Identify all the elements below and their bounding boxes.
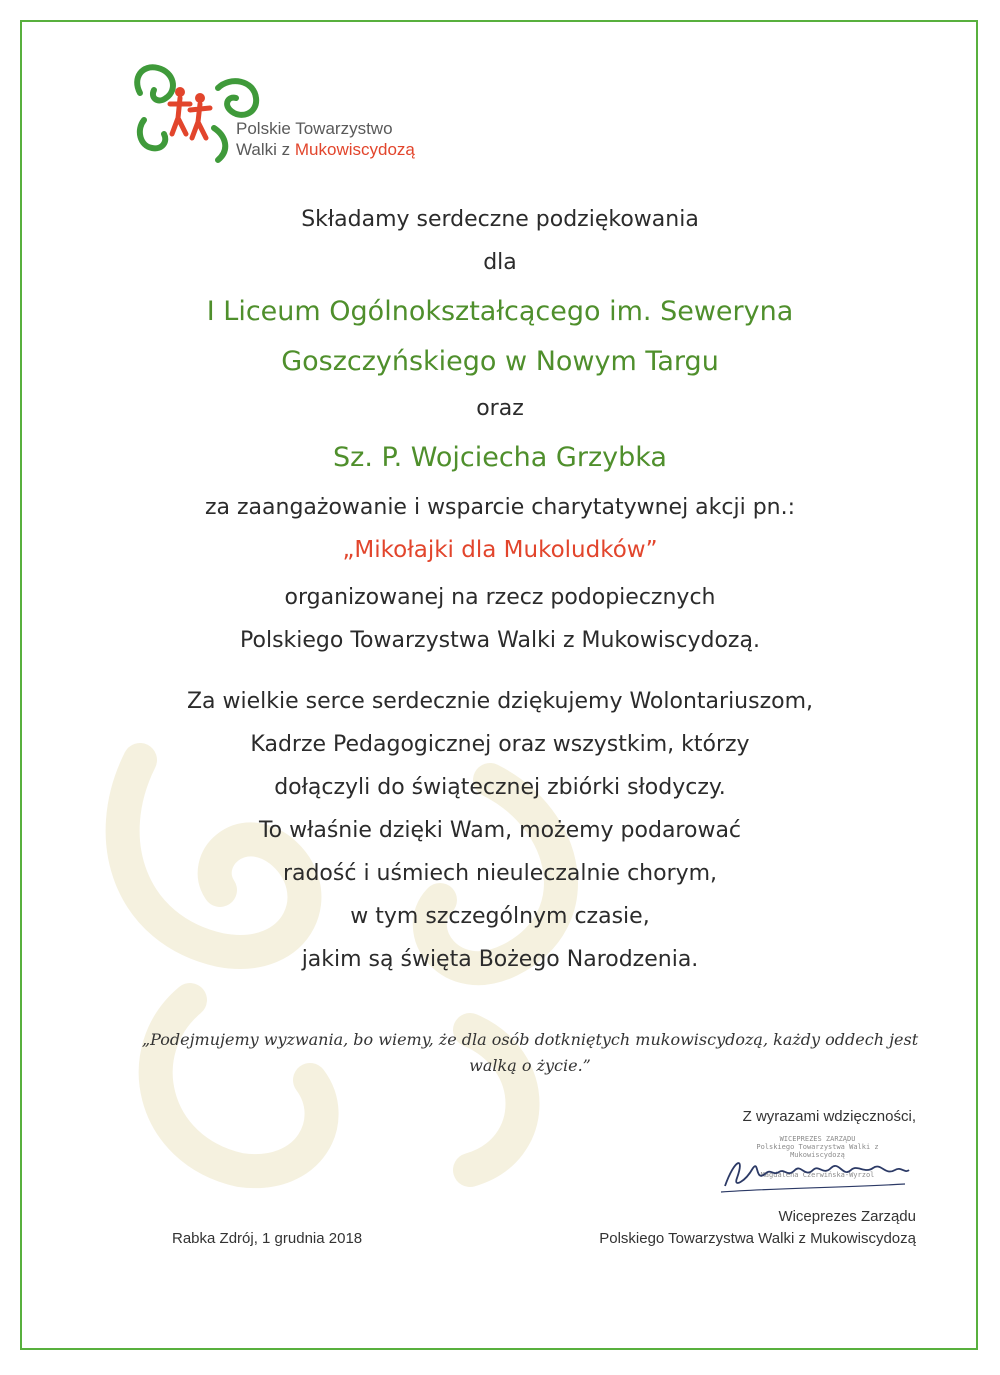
organization-line-2: Polskiego Towarzystwa Walki z Mukowiscydozą. xyxy=(240,628,760,653)
dla-text: dla xyxy=(483,250,517,275)
thanks-line-7: jakim są święta Bożego Narodzenia. xyxy=(301,947,699,972)
motto-line-2: walką o życie.” xyxy=(469,1056,591,1075)
place-and-date: Rabka Zdrój, 1 grudnia 2018 xyxy=(172,1230,363,1247)
logo-line-2-accent: Mukowiscydozą xyxy=(294,140,415,159)
signer-organization: Polskiego Towarzystwa Walki z Mukowiscydozą xyxy=(599,1230,916,1247)
oraz-text: oraz xyxy=(476,396,524,421)
person-name: Sz. P. Wojciecha Grzybka xyxy=(333,442,667,473)
motto-line-1: „Podejmujemy wyzwania, bo wiemy, że dla osób dotkniętych mukowiscydozą, każdy oddech jest xyxy=(141,1030,919,1049)
school-name-line-1: I Liceum Ogólnokształcącego im. Seweryna xyxy=(206,296,794,327)
organization-line-1: organizowanej na rzecz podopiecznych xyxy=(284,585,716,610)
signer-role: Wiceprezes Zarządu xyxy=(778,1208,916,1225)
closing-regards: Z wyrazami wdzięczności, xyxy=(742,1108,916,1125)
school-name-line-2: Goszczyńskiego w Nowym Targu xyxy=(281,346,719,377)
thanks-line-4: To właśnie dzięki Wam, możemy podarować xyxy=(258,818,742,843)
event-name: „Mikołajki dla Mukoludków” xyxy=(342,537,658,563)
logo-line-1: Polskie Towarzystwo xyxy=(236,119,393,138)
handwritten-signature xyxy=(715,1148,915,1196)
thanks-line-2: Kadrze Pedagogicznej oraz wszystkim, którzy xyxy=(250,732,750,757)
stamp-line-1: WICEPREZES ZARZĄDU xyxy=(779,1135,856,1143)
thanks-line-6: w tym szczególnym czasie, xyxy=(350,904,650,929)
stamp-line-2: Polskiego Towarzystwa Walki z Mukowiscydozą xyxy=(756,1143,879,1159)
thanks-line-3: dołączyli do świątecznej zbiórki słodyczy. xyxy=(274,775,726,800)
logo-wordmark xyxy=(236,118,415,160)
logo-line-2 xyxy=(236,139,415,160)
stamp-line-3: Magdalena Czerwińska-Wyrzol xyxy=(760,1171,875,1179)
intro-text: Składamy serdeczne podziękowania xyxy=(301,207,699,232)
engagement-text: za zaangażowanie i wsparcie charytatywnej akcji pn.: xyxy=(204,495,796,520)
thanks-line-5: radość i uśmiech nieuleczalnie chorym, xyxy=(282,861,718,886)
thanks-line-1: Za wielkie serce serdecznie dziękujemy Wolontariuszom, xyxy=(186,689,814,714)
logo-line-2-plain: Walki z xyxy=(236,140,295,159)
